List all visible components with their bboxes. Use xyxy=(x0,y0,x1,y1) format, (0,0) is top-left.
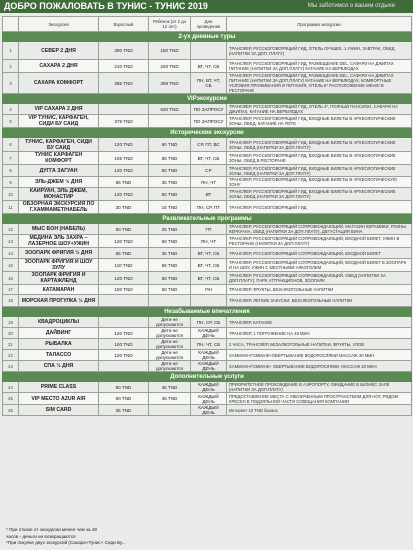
child-price: 150 TND xyxy=(149,42,191,60)
header-note: Мы заботимся о вашем отдыхе xyxy=(307,3,395,9)
schedule-days: ВТ, ЧТ, СБ xyxy=(191,259,227,272)
program-description: ТРАНСФЕР, РУССКОГОВОРЯЩИЙ СОПРОВОЖДАЮЩИЙ, ОБЕД (НАПИТКИ ЗА ДОП.ПЛАТУ), ПАРК АТТРАКЦИОНОВ, ЗООПАРК xyxy=(227,272,412,285)
schedule-days: СР xyxy=(191,165,227,177)
table-row xyxy=(3,42,412,60)
schedule-days: КАЖДЫЙ ДЕНЬ xyxy=(191,350,227,361)
adult-price: 90 TND xyxy=(99,382,149,393)
program-description: ХАММАМ+ГОММАЖ+ОБЕРТЫВАНИЕ ВОДОРОСЛЯМИ МАССАЖ 30 МИН xyxy=(227,350,412,361)
row-number: 4 xyxy=(3,104,19,115)
program-description: ТРАНСФЕР, РУССКОГОВОРЯЩИЙ ГИД, ВХОДНЫЕ БИЛЕТЫ В АРХЕОЛОГИЧЕСКИЕ ЗОНЫ, ОБЕД, КАТАНИЕ НА ЯХТЕ xyxy=(227,115,412,128)
footnote: * При отказе от экскурсии менее чем за 48 xyxy=(6,527,97,532)
row-number: 14 xyxy=(3,248,19,259)
section-header xyxy=(3,32,412,42)
table-row xyxy=(3,317,412,328)
program-description: ТРАНСФЕР, ЛЕГКИЕ ЗАКУСКИ, БЕЗАЛКОГОЛЬНЫЕ НАПИТКИ xyxy=(227,295,412,307)
section-title: 2-ух дневные туры xyxy=(3,32,412,42)
row-number: 2 xyxy=(3,60,19,73)
program-description: ПРИОРИТЕТНОЕ ПРОХОЖДЕНИЕ В АЭРОПОРТУ, ОЖИДАНИЕ В БИЗНЕС ЗАЛЕ (НАПИТКИ ЗА ДОП.ПЛАТУ) xyxy=(227,382,412,393)
child-price: 50 TND xyxy=(149,285,191,295)
section-header xyxy=(3,128,412,138)
program-description: ТРАНСФЕР, РУССКОГОВОРЯЩИЙ СОПРОВОЖДАЮЩИЙ, ВХОДНОЙ БИЛЕТ В ЗООПАРК И НА ШОУ, УЖИН С МЕСТНЫМИ АЛКОГОЛЕМ xyxy=(227,259,412,272)
excursion-name: МЕДИНА ЭЛЬ ЗАХРА – ЛАЗЕРНОЕ ШОУ+УЖИН xyxy=(19,235,99,248)
row-number: 22 xyxy=(3,350,19,361)
program-description: ХАММАМ+ГОММАЖ+ ОБЕРТЫВАНИЕ ВОДОРОСЛЯМИ, МАССАЖ 30 МИН xyxy=(227,361,412,372)
excursion-name: СЕВЕР 2 ДНЯ xyxy=(19,42,99,60)
row-number: 25 xyxy=(3,393,19,405)
child-price: 60 TND xyxy=(149,272,191,285)
child-price: 15 TND xyxy=(149,201,191,214)
adult-price: 375 TND xyxy=(99,115,149,128)
section-header xyxy=(3,372,412,382)
row-number: 6 xyxy=(3,138,19,152)
schedule-days: ВТ, ЧТ, СБ xyxy=(191,60,227,73)
row-number: 7 xyxy=(3,152,19,165)
schedule-days xyxy=(191,295,227,307)
program-description: ПРЕДОСТАВЛЕНИЕ МЕСТА С УВЕЛИЧЕННЫМ ПРОСТРАНСТВОМ ДЛЯ НОГ, РЯДОМ КРЕСЕЛ В ПОДЗЯЛЬНОЙ ЧАСТИ СОВЕЩАНИЯ КОМПАНИИ xyxy=(227,393,412,405)
excursion-name: ТУНИС КАРФАГЕН КОМФОРТ xyxy=(19,152,99,165)
child-price: 85 TND xyxy=(149,152,191,165)
excursion-name: ДУГГА ЗАГУАН xyxy=(19,165,99,177)
table-row xyxy=(3,224,412,235)
excursion-name: VIP ТУНИС, КАРФАГЕН, СИДИ БУ САИД xyxy=(19,115,99,128)
schedule-days: ВТ xyxy=(191,188,227,201)
child-price: 45 TND xyxy=(149,393,191,405)
child-price: 45 TND xyxy=(149,382,191,393)
program-description: ТРАНСФЕР, РУССКОГОВОРЯЩИЙ ГИД, ВХОДНЫЕ БИЛЕТЫ В АРХЕОЛОГИЧЕСКИЕ ЗОНЫ, ОБЕД (НАПИТКИ ЗА ДОП.ПЛАТУ) xyxy=(227,165,412,177)
program-description: ТРАНСФЕР, РУССКОГОВОРЯЩИЙ ГИД, ВХОДНЫЕ БИЛЕТЫ В АРХЕОЛОГИЧЕСКУЮ ЗОНУ xyxy=(227,177,412,188)
row-number: 10 xyxy=(3,188,19,201)
adult-price: 30 TND xyxy=(99,201,149,214)
child-price: Дети не допускаются xyxy=(149,328,191,339)
row-number: 21 xyxy=(3,339,19,350)
adult-price: 120 TND xyxy=(99,138,149,152)
program-description: ТРАНСФЕР, РУССКОГОВОРЯЩИЙ ГИД, ОТЕЛЬ ЛУЧШЕЕ, 1 УЖИН, ЗАВТРАК, ОБЕД (НАПИТКИ ЗА ДОП. ПЛАТУ) xyxy=(227,42,412,60)
footnote: часов - деньги не возвращаются xyxy=(6,533,76,539)
adult-price: 120 TND xyxy=(99,165,149,177)
child-price: 25 TND xyxy=(149,224,191,235)
child-price: 220 TND xyxy=(149,60,191,73)
excursion-name: ЭЛЬ-ДЖЕМ ½ ДНЯ xyxy=(19,177,99,188)
schedule-days: ПН, СР, СБ xyxy=(191,317,227,328)
table-row xyxy=(3,361,412,372)
schedule-days: ПО ЗАПРОСУ xyxy=(191,115,227,128)
schedule-days: ПН, ЧТ xyxy=(191,177,227,188)
adult-price xyxy=(99,317,149,328)
schedule-days: КАЖДЫЙ ДЕНЬ xyxy=(191,328,227,339)
header-program: Программа экскурсии xyxy=(227,17,412,32)
row-number: 16 xyxy=(3,272,19,285)
excursion-name: PRIME CLASS xyxy=(19,382,99,393)
schedule-days: КАЖДЫЙ ДЕНЬ xyxy=(191,382,227,393)
row-number: 17 xyxy=(3,285,19,295)
page-header xyxy=(0,0,413,13)
excursion-name: КАТАМАРАН xyxy=(19,285,99,295)
header-adult: Взрослый xyxy=(99,17,149,32)
excursion-name: ЗООПАРК ФРИГИЯ И КАРТАЖЛЕНД xyxy=(19,272,99,285)
program-description: ТРАНСФЕР, РУССКОГОВОРЯЩИЙ ГИД, ОТЕЛЬ 4*, ПОЛНЫЙ ПАНСИОН, САФАРИ НА ДЖИПАХ, КАТАНИЕ НА ВЕРБЛЮДАХ xyxy=(227,104,412,115)
adult-price: 120 TND xyxy=(99,328,149,339)
adult-price: 210 TND xyxy=(99,60,149,73)
program-description: ТРАНСФЕР, РУССКОГОВОРЯЩИЙ СОПРОВОЖДАЮЩИЙ, ВХОДНОЙ БИЛЕТ, УЖИН В РЕСТОРАНЕ (НАПИТКИ ЗА ДОП.ПЛАТУ) xyxy=(227,235,412,248)
child-price xyxy=(149,115,191,128)
excursion-name: VIP МЕСТО AZUR AIR xyxy=(19,393,99,405)
child-price: 35 TND xyxy=(149,248,191,259)
schedule-days xyxy=(191,42,227,60)
child-price: Дети не допускаются xyxy=(149,317,191,328)
program-description: Интернет 10 TND баланс xyxy=(227,405,412,416)
program-description: 2 ЧАСА, ТРАНСФЕР, БЕЗАЛКОГОЛЬНЫЕ НАПИТКИ, ФРУКТЫ, УЛОВ xyxy=(227,339,412,350)
program-description: ТРАНСФЕР, РУССКОГОВОРЯЩИЙ ГИД, ВХОДНЫЕ БИЛЕТЫ В АРХЕОЛОГИЧЕСКИЕ ЗОНЫ, ОБЕД В РЕСТОРАНЕ xyxy=(227,152,412,165)
table-row xyxy=(3,188,412,201)
schedule-days: ПН xyxy=(191,285,227,295)
table-row xyxy=(3,165,412,177)
adult-price: 120 TND xyxy=(99,272,149,285)
table-row xyxy=(3,405,412,416)
child-price: 60 TND xyxy=(149,235,191,248)
excursion-name: САХАРА КОМФОРТ xyxy=(19,73,99,94)
row-number: 20 xyxy=(3,328,19,339)
table-row xyxy=(3,138,412,152)
excursion-name: ОБЗОРНАЯ ЭКСКУРСИЯ ПО Г.ХАММАМЕТ/НАБЕЛЬ xyxy=(19,201,99,214)
child-price: Дети не допускаются xyxy=(149,339,191,350)
table-row xyxy=(3,285,412,295)
program-description: ТРАНСФЕР, ФРУКТЫ, БЕЗАЛКОГОЛЬНЫЕ НАПИТКИ xyxy=(227,285,412,295)
row-number: 26 xyxy=(3,405,19,416)
row-number: 24 xyxy=(3,382,19,393)
header-days: Дни проведения xyxy=(191,17,227,32)
adult-price: 120 TND xyxy=(99,350,149,361)
schedule-days: ПН, СР, ПТ xyxy=(191,201,227,214)
section-header xyxy=(3,214,412,224)
row-number: 13 xyxy=(3,235,19,248)
child-price: 308 TND xyxy=(149,73,191,94)
child-price: Дети не допускаются xyxy=(149,350,191,361)
adult-price: 165 TND xyxy=(99,152,149,165)
schedule-days: КАЖДЫЙ ДЕНЬ xyxy=(191,361,227,372)
schedule-days: ПТ xyxy=(191,224,227,235)
section-title: Дополнительные услуги xyxy=(3,372,412,382)
row-number: 19 xyxy=(3,317,19,328)
adult-price: 65 TND xyxy=(99,177,149,188)
child-price: 60 TND xyxy=(149,165,191,177)
child-price xyxy=(149,405,191,416)
row-number: 1 xyxy=(3,42,19,60)
schedule-days: ПО ЗАПРОСУ xyxy=(191,104,227,115)
table-row xyxy=(3,393,412,405)
child-price: Дети не допускаются xyxy=(149,361,191,372)
footnotes xyxy=(6,527,206,547)
header-excursion: Экскурсия xyxy=(19,17,99,32)
child-price: 60 TND xyxy=(149,138,191,152)
schedule-days: ВТ, ЧТ, СБ xyxy=(191,272,227,285)
table-row xyxy=(3,73,412,94)
schedule-days: ПН, ЧТ xyxy=(191,235,227,248)
schedule-days: ВТ, ЧТ, СБ xyxy=(191,248,227,259)
table-row xyxy=(3,177,412,188)
schedule-days: ПН, ЧТ, СБ xyxy=(191,339,227,350)
section-title: Исторические экскурсии xyxy=(3,128,412,138)
adult-price: 100 TND xyxy=(99,339,149,350)
adult-price: 120 TND xyxy=(99,235,149,248)
adult-price: 35 TND xyxy=(99,405,149,416)
row-number: 15 xyxy=(3,259,19,272)
excursion-name: ТАЛАССО xyxy=(19,350,99,361)
excursion-name: ЗООПАРК ФРИГИЯ ½ ДНЯ xyxy=(19,248,99,259)
excursion-name: SIM CARD xyxy=(19,405,99,416)
schedule-days: ПН, ВТ, ЧТ, СБ xyxy=(191,73,227,94)
schedule-days: СР, ПТ, ВС xyxy=(191,138,227,152)
table-row xyxy=(3,115,412,128)
table-row xyxy=(3,248,412,259)
table-row xyxy=(3,235,412,248)
row-number: 12 xyxy=(3,224,19,235)
program-description: ТРАНСФЕР, РУССКОГОВОРЯЩИЙ СОПРОВОЖДАЮЩИЙ, ВХОДНОЙ БИЛЕТ xyxy=(227,248,412,259)
program-description: ТРАНСФЕР, КАТАНИЕ xyxy=(227,317,412,328)
excursion-name: МЫС БОН (НАБЕЛЬ) xyxy=(19,224,99,235)
schedule-days: КАЖДЫЙ ДЕНЬ xyxy=(191,405,227,416)
program-description: ТРАНСФЕР, РУССКОГОВОРЯЩИЙ СОПРОВОЖДАЮЩИЙ, МАГАЗИН КЕРАМИКИ, РУИНЫ КЕРКУАНА, ОБЕД (НАПИТКИ ЗА ДОП.ПЛАТУ), ДЕГУСТАЦИЯ ВИНА xyxy=(227,224,412,235)
table-row xyxy=(3,339,412,350)
adult-price: 50 TND xyxy=(99,224,149,235)
row-number: 9 xyxy=(3,177,19,188)
table-row xyxy=(3,272,412,285)
child-price: 630 TND xyxy=(149,104,191,115)
table-row xyxy=(3,295,412,307)
row-number: 23 xyxy=(3,361,19,372)
adult-price: 90 TND xyxy=(99,393,149,405)
section-header xyxy=(3,307,412,317)
table-row xyxy=(3,382,412,393)
adult-price xyxy=(99,104,149,115)
section-title: Незабываемые впечатления xyxy=(3,307,412,317)
child-price: 60 TND xyxy=(149,188,191,201)
child-price: 35 TND xyxy=(149,177,191,188)
table-row xyxy=(3,104,412,115)
adult-price: 110 TND xyxy=(99,259,149,272)
table-row xyxy=(3,350,412,361)
excursion-name: МОРСКАЯ ПРОГУЛКА ½ ДНЯ xyxy=(19,295,99,307)
schedule-days: ВТ, ЧТ, СБ xyxy=(191,152,227,165)
section-title: Развлекательные программы xyxy=(3,214,412,224)
row-number: 18 xyxy=(3,295,19,307)
header-child: Ребёнок (от 2 до 12 лет) xyxy=(149,17,191,32)
table-row xyxy=(3,328,412,339)
excursion-name: ТУНИС, КАРФАГЕН, СИДИ БУ САИД xyxy=(19,138,99,152)
excursion-name: САХАРА 2 ДНЯ xyxy=(19,60,99,73)
adult-price xyxy=(99,295,149,307)
row-number: 11 xyxy=(3,201,19,214)
excursion-name: VIP САХАРА 2 ДНЯ xyxy=(19,104,99,115)
program-description: ТРАНСФЕР, РУССКОГОВОРЯЩИЙ ГИД, ВХОДНЫЕ БИЛЕТЫ В АРХЕОЛОГИЧЕСКИЕ ЗОНЫ, ОБЕД (НАПИТКИ ЗА ДОП.ПЛАТУ) xyxy=(227,188,412,201)
adult-price: 390 TND xyxy=(99,42,149,60)
table-header-row xyxy=(3,17,412,32)
table-row xyxy=(3,152,412,165)
excursion-name: СПА ½ ДНЯ xyxy=(19,361,99,372)
row-number: 8 xyxy=(3,165,19,177)
excursions-table xyxy=(2,16,412,416)
page-title: ДОБРО ПОЖАЛОВАТЬ В ТУНИС - ТУНИС 2019 xyxy=(4,1,208,11)
child-price: 55 TND xyxy=(149,259,191,272)
schedule-days: КАЖДЫЙ ДЕНЬ xyxy=(191,393,227,405)
table-row xyxy=(3,259,412,272)
program-description: ТРАНСФЕР, 1 ПОГРУЖЕНИЕ НА 45 МИН xyxy=(227,328,412,339)
excursion-name: КВАДРОЦИКЛЫ xyxy=(19,317,99,328)
adult-price: 65 TND xyxy=(99,248,149,259)
program-description: ТРАНСФЕР, РУССКОГОВОРЯЩИЙ ГИД xyxy=(227,201,412,214)
program-description: ТРАНСФЕР, РУССКОГОВОРЯЩИЙ ГИД, ВХОДНЫЕ БИЛЕТЫ В АРХЕОЛОГИЧЕСКИЕ ЗОНЫ, ОБЕД (НАПИТКИ ЗА ДОП.ПЛАТУ) xyxy=(227,138,412,152)
section-header xyxy=(3,94,412,104)
adult-price: 100 TND xyxy=(99,285,149,295)
child-price xyxy=(149,295,191,307)
excursion-name: ЗООПАРК ФРИГИЯ И ШОУ ЗУЛУ xyxy=(19,259,99,272)
excursion-name: РЫБАЛКА xyxy=(19,339,99,350)
section-title: VIPэкскурсии xyxy=(3,94,412,104)
program-description: ТРАНСФЕР, РУССКОГОВОРЯЩИЙ ГИД, РАЗМЕЩЕНИЕ DEL, САФАРИ НА ДЖИПАХ ПИТАНИЕ (НАПИТКИ ЗА ДОП.ПЛАТУ) КАТАНИЕ НА ВЕРБЛЮДАХ xyxy=(227,60,412,73)
excursion-name: КАЙРУАН, ЭЛЬ ДЖЕМ, МОНАСТИР xyxy=(19,188,99,201)
row-number: 5 xyxy=(3,115,19,128)
adult-price: 120 TND xyxy=(99,188,149,201)
adult-price: 285 TND xyxy=(99,73,149,94)
table-row xyxy=(3,201,412,214)
excursion-name: ДАЙВИНГ xyxy=(19,328,99,339)
footnote: *При покупке двух экскурсий (Сахара+Тунис+ Сиди Бу... xyxy=(6,540,126,545)
header-num xyxy=(3,17,19,32)
adult-price xyxy=(99,361,149,372)
program-description: ТРАНСФЕР, РУССКОГОВОРЯЩИЙ ГИД, РАЗМЕЩЕНИЕ DEL, САФАРИ НА ДЖИПАХ ПИТАНИЕ (НАПИТКИ ЗА ДОП.ПЛАТУ) КАТАНИЕ НА ВЕРБЛЮДАХ, КОМФОРТНЫЕ УСЛОВИЯ ПРОЖИВАНИЯ И ПИТАНИЯ, ОТЕЛЬ 5* РАСПОЛОЖЕНИЕ МЕНЮ В РЕСТОРАНЕ xyxy=(227,73,412,94)
table-row xyxy=(3,60,412,73)
row-number: 3 xyxy=(3,73,19,94)
